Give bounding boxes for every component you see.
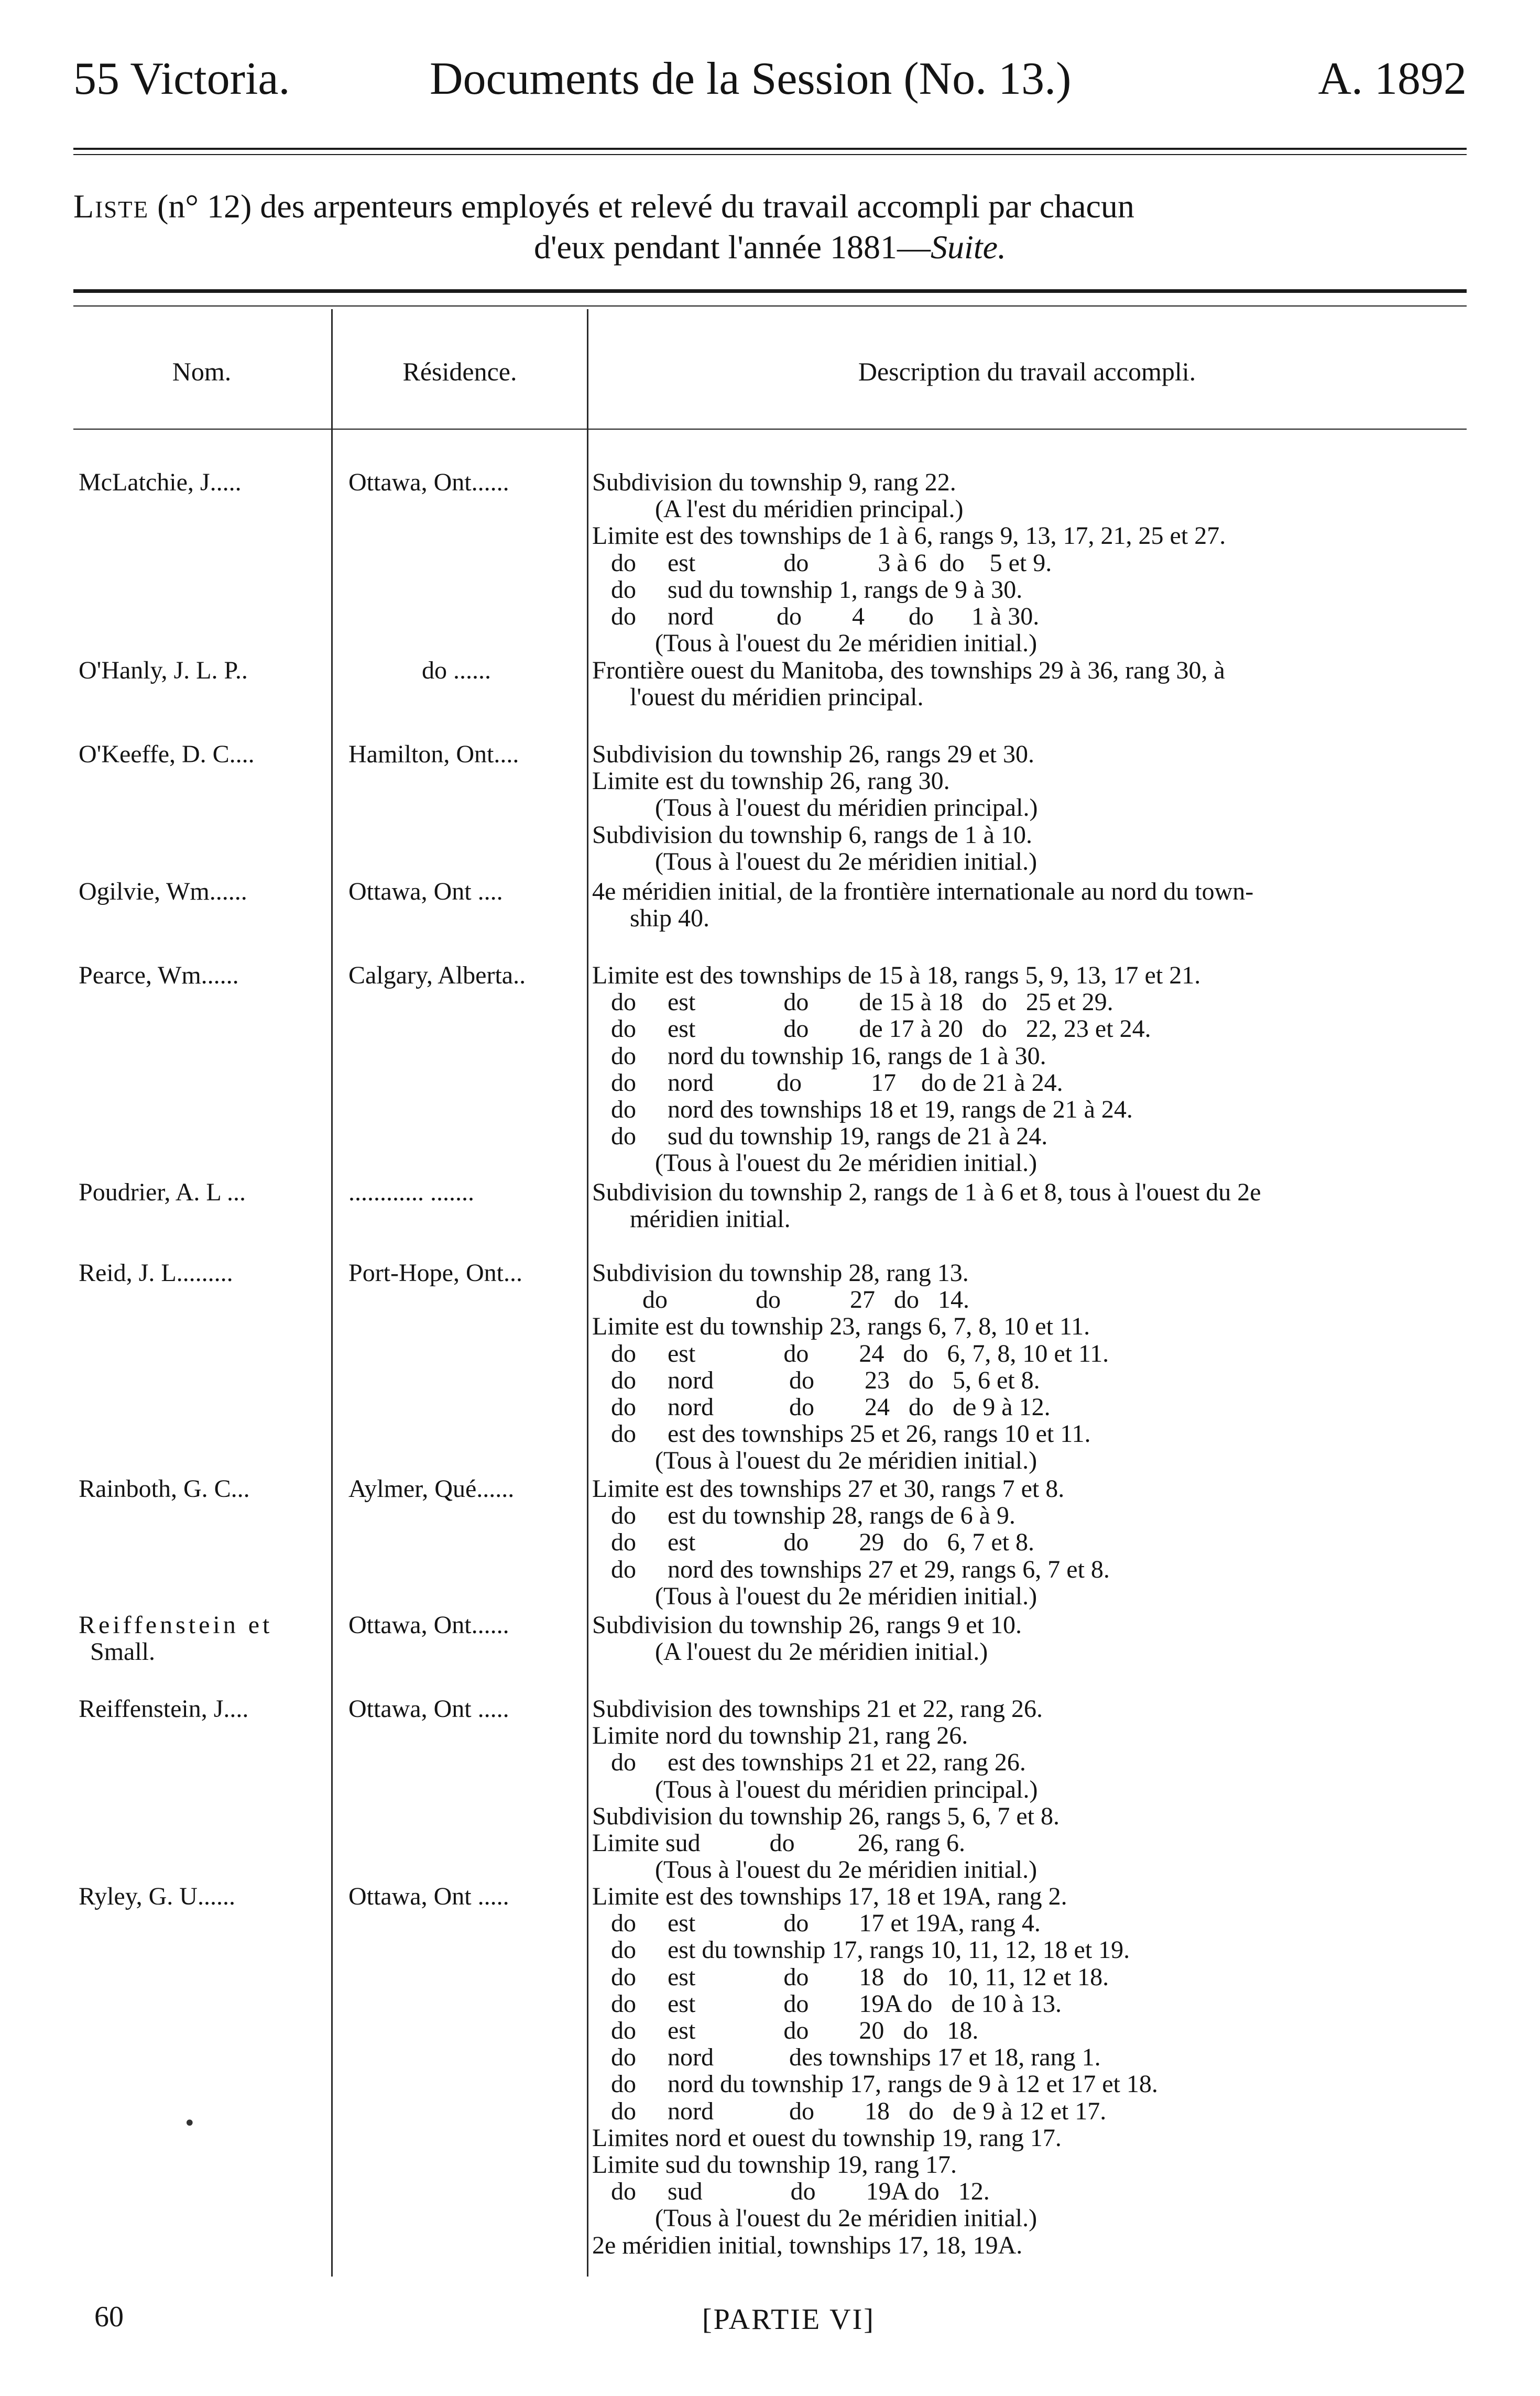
surveyor-name-line1: Reiffenstein et [79, 1611, 273, 1639]
surveyor-name-line2: Small. [90, 1638, 156, 1666]
running-head [73, 52, 1467, 110]
column-header-residence: Résidence. [402, 357, 517, 386]
description-line: do nord do 4 do 1 à 30. [592, 603, 1040, 631]
caption-line2-suite: Suite. [931, 228, 1007, 266]
header-rule-bottom [73, 154, 1467, 155]
description-line: Limite est du township 23, rangs 6, 7, 8, 10 et 11. [592, 1312, 1090, 1341]
description-line: 4e méridien initial, de la frontière internationale au nord du town- [592, 878, 1254, 905]
description-line: do nord des townships 18 et 19, rangs de 21 à 24. [592, 1096, 1133, 1124]
surveyor-residence: Ottawa, Ont...... [348, 468, 509, 496]
description-line: (Tous à l'ouest du 2e méridien initial.) [592, 629, 1037, 658]
description-line: do do 27 do 14. [592, 1286, 969, 1314]
work-description [592, 878, 1483, 932]
work-description [592, 741, 1483, 875]
description-line: Limite est des townships 27 et 30, rangs 7 et 8. [592, 1475, 1065, 1503]
description-line: do est do 24 do 6, 7, 8, 10 et 11. [592, 1339, 1109, 1367]
description-line: (A l'ouest du 2e méridien initial.) [592, 1638, 988, 1666]
description-line: Limite sud do 26, rang 6. [592, 1829, 965, 1857]
surveyor-name: Reiffenstein, J.... [79, 1695, 249, 1723]
surveyor-name: Ogilvie, Wm...... [79, 878, 247, 905]
description-line: do nord des townships 17 et 18, rang 1. [592, 2043, 1101, 2072]
description-line: (Tous à l'ouest du 2e méridien initial.) [592, 1856, 1037, 1884]
description-line: Limite est des townships de 15 à 18, rangs 5, 9, 13, 17 et 21. [592, 961, 1201, 989]
surveyor-name [79, 1612, 325, 1665]
description-line: Frontière ouest du Manitoba, des townships 29 à 36, rang 30, à [592, 657, 1225, 684]
description-line: Limite est du township 26, rang 30. [592, 767, 950, 795]
description-line: (Tous à l'ouest du méridien principal.) [592, 794, 1038, 822]
surveyor-residence: Ottawa, Ont...... [348, 1611, 509, 1639]
surveyor-residence: Ottawa, Ont .... [348, 878, 503, 905]
description-line: (Tous à l'ouest du 2e méridien initial.) [592, 1149, 1037, 1177]
description-line: (Tous à l'ouest du méridien principal.) [592, 1775, 1038, 1803]
description-line: do est do 29 do 6, 7 et 8. [592, 1528, 1034, 1557]
description-line: Subdivision du township 2, rangs de 1 à 6 et 8, tous à l'ouest du 2e [592, 1178, 1261, 1206]
description-line: do est du township 28, rangs de 6 à 9. [592, 1502, 1015, 1530]
description-line: méridien initial. [592, 1205, 791, 1233]
work-description [592, 657, 1483, 710]
description-line: do est do 20 do 18. [592, 2017, 979, 2045]
description-line: (Tous à l'ouest du 2e méridien initial.) [592, 1447, 1037, 1475]
surveyor-name: Reid, J. L......... [79, 1259, 233, 1287]
description-line: do sud do 19A do 12. [592, 2178, 990, 2206]
header-center: Documents de la Session (No. 13.) [430, 53, 1072, 104]
surveyor-name: Rainboth, G. C... [79, 1475, 250, 1503]
work-description [592, 1883, 1483, 2259]
work-description [592, 1695, 1483, 1883]
description-line: Limites nord et ouest du township 19, rang 17. [592, 2124, 1062, 2152]
table-rule-thin [73, 305, 1467, 307]
surveyor-name: Ryley, G. U...... [79, 1883, 235, 1910]
work-description [592, 1475, 1483, 1610]
surveyor-name: O'Keeffe, D. C.... [79, 740, 255, 768]
work-description [592, 1260, 1483, 1474]
surveyor-residence: Ottawa, Ont ..... [348, 1695, 509, 1723]
description-line: do est des townships 25 et 26, rangs 10 et 11. [592, 1420, 1091, 1448]
description-line: Subdivision du township 6, rangs de 1 à 10. [592, 820, 1032, 849]
work-description [592, 1612, 1483, 1665]
surveyor-residence: Ottawa, Ont ..... [348, 1883, 509, 1910]
ink-speck: • [183, 2111, 196, 2136]
description-line: do est do de 15 à 18 do 25 et 29. [592, 988, 1113, 1016]
description-line: (A l'est du méridien principal.) [592, 495, 964, 523]
table-rule-heavy [73, 289, 1467, 293]
table-caption [73, 186, 1467, 268]
surveyor-residence: Calgary, Alberta.. [348, 961, 526, 989]
work-description [592, 469, 1483, 657]
header-right: A. 1892 [1318, 53, 1467, 104]
description-line: do nord des townships 27 et 29, rangs 6, 7 et 8. [592, 1555, 1110, 1583]
caption-label: Liste [73, 188, 149, 225]
description-line: Subdivision du township 9, rang 22. [592, 468, 956, 496]
column-header-name: Nom. [172, 357, 232, 386]
description-line: do nord do 17 do de 21 à 24. [592, 1068, 1063, 1097]
surveyor-residence: Aylmer, Qué...... [348, 1475, 515, 1503]
description-line: do est do 17 et 19A, rang 4. [592, 1909, 1041, 1938]
caption-line1: (n° 12) des arpenteurs employés et relevé du travail accompli par chacun [157, 188, 1134, 225]
description-line: do est do de 17 à 20 do 22, 23 et 24. [592, 1015, 1151, 1043]
description-line: do est des townships 21 et 22, rang 26. [592, 1748, 1026, 1777]
surveyor-name: Poudrier, A. L ... [79, 1178, 246, 1206]
description-line: (Tous à l'ouest du 2e méridien initial.) [592, 847, 1037, 876]
description-line: l'ouest du méridien principal. [592, 683, 924, 712]
description-line: do sud du township 1, rangs de 9 à 30. [592, 575, 1023, 604]
description-line: 2e méridien initial, townships 17, 18, 19A. [592, 2231, 1023, 2259]
surveyor-residence: do ...... [422, 657, 491, 684]
part-label: [PARTIE VI] [702, 2303, 875, 2336]
description-line: do est du township 17, rangs 10, 11, 12, 18 et 19. [592, 1936, 1130, 1964]
description-line: do est do 18 do 10, 11, 12 et 18. [592, 1963, 1109, 1991]
description-line: do sud du township 19, rangs de 21 à 24. [592, 1122, 1048, 1151]
description-line: do est do 3 à 6 do 5 et 9. [592, 549, 1052, 577]
description-line: Subdivision des townships 21 et 22, rang 26. [592, 1695, 1043, 1723]
description-line: Limite sud du township 19, rang 17. [592, 2151, 957, 2179]
surveyor-residence: Hamilton, Ont.... [348, 740, 519, 768]
description-line: do nord do 24 do de 9 à 12. [592, 1393, 1051, 1421]
description-line: Limite est des townships 17, 18 et 19A, rang 2. [592, 1883, 1067, 1910]
description-line: Subdivision du township 26, rangs 29 et 30. [592, 740, 1035, 768]
work-description [592, 1179, 1483, 1232]
column-divider-1 [331, 309, 333, 2277]
description-line: Limite est des townships de 1 à 6, rangs 9, 13, 17, 21, 25 et 27. [592, 522, 1226, 550]
surveyor-name: Pearce, Wm...... [79, 961, 239, 989]
caption-line2-main: d'eux pendant l'année 1881— [533, 228, 931, 266]
description-line: ship 40. [592, 904, 710, 933]
description-line: do nord du township 16, rangs de 1 à 30. [592, 1042, 1046, 1070]
description-line: (Tous à l'ouest du 2e méridien initial.) [592, 1582, 1037, 1610]
header-left: 55 Victoria. [73, 53, 290, 104]
surveyor-name: O'Hanly, J. L. P.. [79, 657, 248, 684]
page-number: 60 [94, 2301, 124, 2333]
description-line: do nord du township 17, rangs de 9 à 12 et 17 et 18. [592, 2070, 1158, 2098]
column-header-rule [73, 429, 1467, 430]
surveyor-name: McLatchie, J..... [79, 468, 242, 496]
description-line: Subdivision du township 26, rangs 9 et 10. [592, 1611, 1022, 1639]
column-header-description: Description du travail accompli. [858, 357, 1196, 386]
surveyor-residence: Port-Hope, Ont... [348, 1259, 522, 1287]
description-line: (Tous à l'ouest du 2e méridien initial.) [592, 2204, 1037, 2233]
description-line: Subdivision du township 28, rang 13. [592, 1259, 969, 1287]
header-rule-top [73, 148, 1467, 150]
description-line: Subdivision du township 26, rangs 5, 6, 7 et 8. [592, 1802, 1060, 1830]
work-description [592, 962, 1483, 1177]
description-line: do nord do 18 do de 9 à 12 et 17. [592, 2097, 1107, 2125]
caption-line2 [73, 227, 1467, 268]
surveyor-residence: ............ ....... [348, 1178, 474, 1206]
description-line: do nord do 23 do 5, 6 et 8. [592, 1366, 1040, 1394]
description-line: do est do 19A do de 10 à 13. [592, 1989, 1062, 2018]
column-divider-2 [587, 309, 588, 2277]
description-line: Limite nord du township 21, rang 26. [592, 1722, 968, 1750]
